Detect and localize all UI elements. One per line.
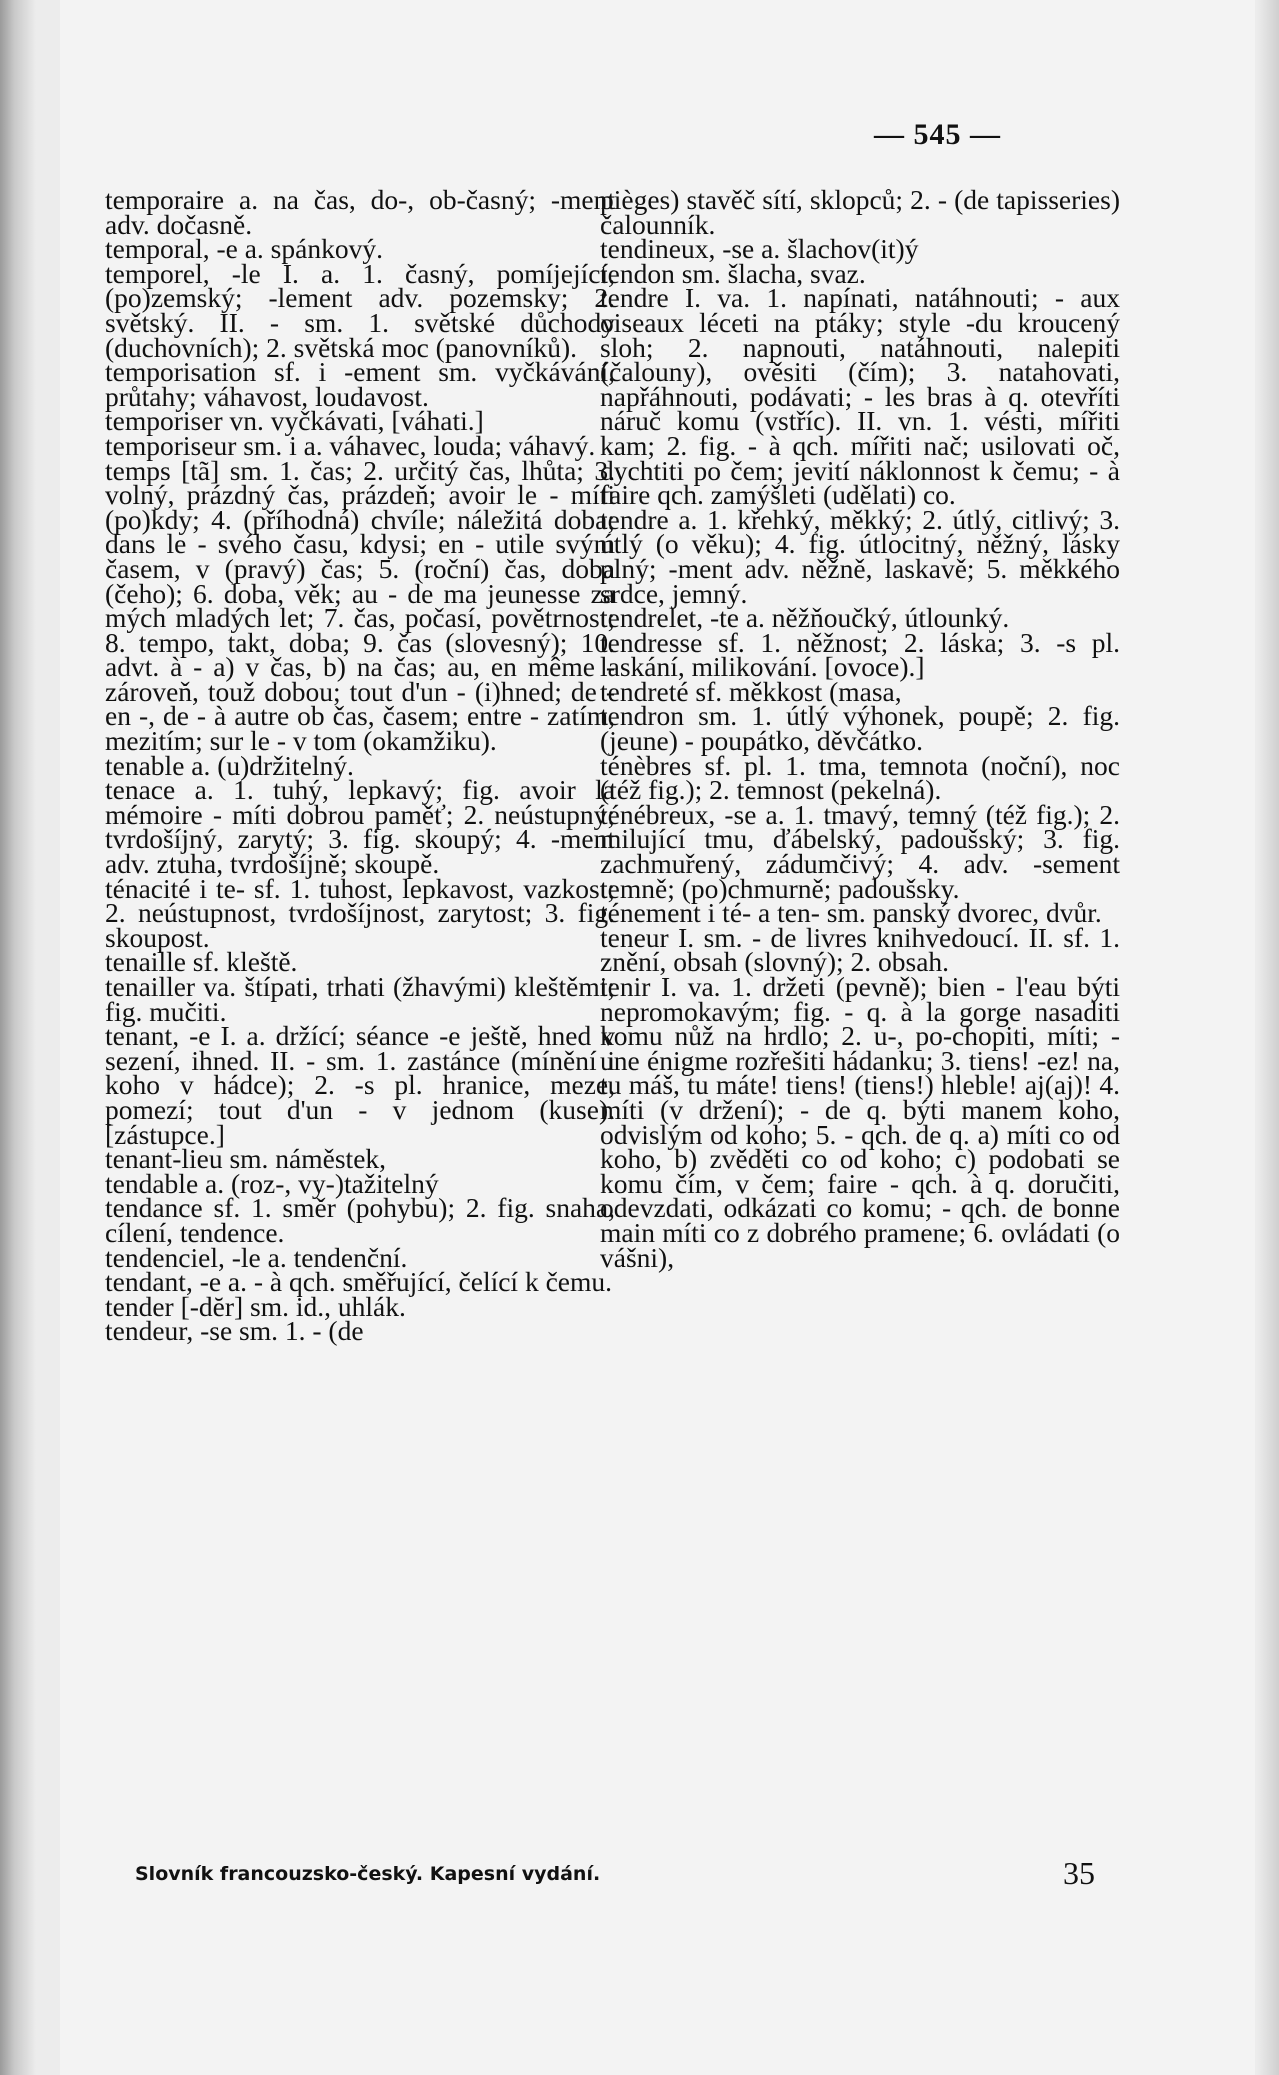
dictionary-entry: tenable a. (u)držitelný. <box>105 749 354 781</box>
dictionary-entry: ténèbres sf. pl. 1. tma, temnota (noční), noc (též fig.); 2. temnost (pekelná). <box>600 749 1120 806</box>
scan-edge-left <box>0 0 36 2075</box>
scan-edge-right <box>1257 0 1279 2075</box>
dictionary-entry: tendrelet, -te a. něžňoučký, útlounký. <box>600 602 1010 634</box>
page-number: — 545 — <box>874 118 1001 151</box>
dictionary-entry: pièges) stavěč sítí, sklopců; 2. - (de tapisseries) čalounník. <box>600 184 1120 240</box>
dictionary-entry: tender [-dĕr] sm. id., uhlák. <box>105 1290 406 1322</box>
dictionary-entry: tendre I. va. 1. napínati, natáhnouti; - aux oiseaux léceti na ptáky; style -du kroucený sloh; 2. napnouti, natáhnouti, nalepiti (čalouny), ověsiti (čím); 3. natahovati, napřáhnouti, podávati; - les bras à q. otevříti náruč komu (vstříc). II. vn. 1. vésti, mířiti kam; 2. fig. - à qch. mířiti nač; usilovati oč, dychtiti po čem; jevití náklonnost k čemu; - à faire qch. zamýšleti (udělati) co. <box>600 282 1120 511</box>
dictionary-entry: temporiser vn. vyčkávati, [váhati.] <box>105 405 484 437</box>
dictionary-entry: temporaire a. na čas, do-, ob-časný; -ment adv. dočasně. <box>105 184 615 240</box>
dictionary-entry: tenailler va. štípati, trhati (žhavými) kleštěmi; fig. mučiti. <box>105 971 615 1027</box>
dictionary-entry: temps [tã] sm. 1. čas; 2. určitý čas, lhůta; 3. volný, prázdný čas, prázdeň; avoir le - míti (po)kdy; 4. (příhodná) chvíle; náležitá doba; dans le - svého času, kdysi; en - utile svým časem, v (pravý) čas; 5. (roční) čas, doba (čeho); 6. doba, věk; au - de ma jeunesse za mých mladých let; 7. čas, počasí, povětrnost; 8. tempo, takt, doba; 9. čas (slovesný); 10. advt. à - a) v čas, b) na čas; au, en même - zároveň, touž dobou; tout d'un - (i)hned; de - en -, de - à autre ob čas, časem; entre - zatím, mezitím; sur le - v tom (okamžiku). <box>105 454 615 757</box>
dictionary-entry: tendre a. 1. křehký, měkký; 2. útlý, citlivý; 3. útlý (o věku); 4. fig. útlocitný, něžný, lásky plný; -ment adv. něžně, laskavě; 5. měkkého srdce, jemný. <box>600 503 1120 609</box>
dictionary-page <box>60 0 1255 2075</box>
dictionary-entry: ténébreux, -se a. 1. tmavý, temný (též fig.); 2. milující tmu, ďábelský, padoušský; 3. fig. zachmuřený, zádumčivý; 4. adv. -sement temně; (po)chmurně; padoušsky. <box>600 798 1120 904</box>
dictionary-entry: tendance sf. 1. směr (pohybu); 2. fig. snaha, cílení, tendence. <box>105 1192 615 1248</box>
dictionary-entry: teneur I. sm. - de livres knihvedoucí. II. sf. 1. znění, obsah (slovný); 2. obsah. <box>600 921 1120 978</box>
dictionary-entry: tendron sm. 1. útlý výhonek, poupě; 2. fig. (jeune) - poupátko, děvčátko. <box>600 700 1120 757</box>
signature-mark: 35 <box>1063 1855 1095 1891</box>
dictionary-entry: temporisation sf. i -ement sm. vyčkávání, průtahy; váhavost, loudavost. <box>105 356 615 412</box>
dictionary-entry: tendon sm. šlacha, svaz. <box>600 257 866 289</box>
dictionary-entry: tenace a. 1. tuhý, lepkavý; fig. avoir la mémoire - míti dobrou paměť; 2. neústupný; tvrdošíjný, zarytý; 3. fig. skoupý; 4. -ment adv. ztuha, tvrdošíjně; skoupě. <box>105 774 615 880</box>
dictionary-entry: ténacité i te- sf. 1. tuhost, lepkavost, vazkost; 2. neústupnost, tvrdošíjnost, zarytost; 3. fig. skoupost. <box>105 872 615 953</box>
dictionary-entry: tenaille sf. kleště. <box>105 946 298 978</box>
dictionary-entry: tendineux, -se a. šlachov(it)ý <box>600 233 919 265</box>
dictionary-entry: tendreté sf. měkkost (masa, <box>600 675 902 707</box>
right-column <box>600 184 1120 1273</box>
dictionary-entry: temporal, -e a. spánkový. <box>105 233 383 265</box>
left-column <box>105 184 615 1347</box>
dictionary-entry: tendable a. (roz-, vy-)tažitelný <box>105 1167 439 1199</box>
dictionary-entry: temporiseur sm. i a. váhavec, louda; váhavý. <box>105 429 596 461</box>
dictionary-entry: tenir I. va. 1. držeti (pevně); bien - l'eau býti nepromokavým; fig. - q. à la gorge nasaditi komu nůž na hrdlo; 2. u-, po-chopiti, míti; - une énigme rozřešiti hádanku; 3. tiens! -ez! na, tu máš, tu máte! tiens! (tiens!) hleble! aj(aj)! 4. míti (v držení); - de q. býti manem koho, odvislým od koho; 5. - qch. de q. a) míti co od koho, b) zvěděti co od koho; c) podobati se komu čím, v čem; faire - qch. à q. doručiti, odevzdati, odkázati co komu; - qch. de bonne main míti co z dobrého pramene; 6. ovládati (o vášni), <box>600 971 1120 1273</box>
footer-title: Slovník francouzsko-český. Kapesní vydání. <box>135 1863 601 1885</box>
dictionary-entry: tendant, -e a. - à qch. směřující, čelící k čemu. <box>105 1266 613 1298</box>
dictionary-entry: tendresse sf. 1. něžnost; 2. láska; 3. -s pl. laskání, milikování. [ovoce).] <box>600 626 1120 683</box>
dictionary-entry: temporel, -le I. a. 1. časný, pomíjející, (po)zemský; -lement adv. pozemsky; 2. světský. II. - sm. 1. světské důchody (duchovních); 2. světská moc (panovníků). <box>105 257 615 363</box>
dictionary-entry: ténement i té- a ten- sm. panský dvorec, dvůr. <box>600 897 1102 929</box>
dictionary-entry: tenant-lieu sm. náměstek, <box>105 1143 387 1175</box>
dictionary-entry: tendenciel, -le a. tendenční. <box>105 1241 408 1273</box>
page-footer <box>135 1855 1095 1895</box>
page-header <box>60 118 1255 152</box>
dictionary-entry: tendeur, -se sm. 1. - (de <box>105 1315 364 1347</box>
dictionary-entry: tenant, -e I. a. držící; séance -e ještě, hned v sezení, ihned. II. - sm. 1. zastánce (mínění i koho v hádce); 2. -s pl. hranice, meze, pomezí; tout d'un - v jednom (kuse). [zástupce.] <box>105 1020 615 1150</box>
